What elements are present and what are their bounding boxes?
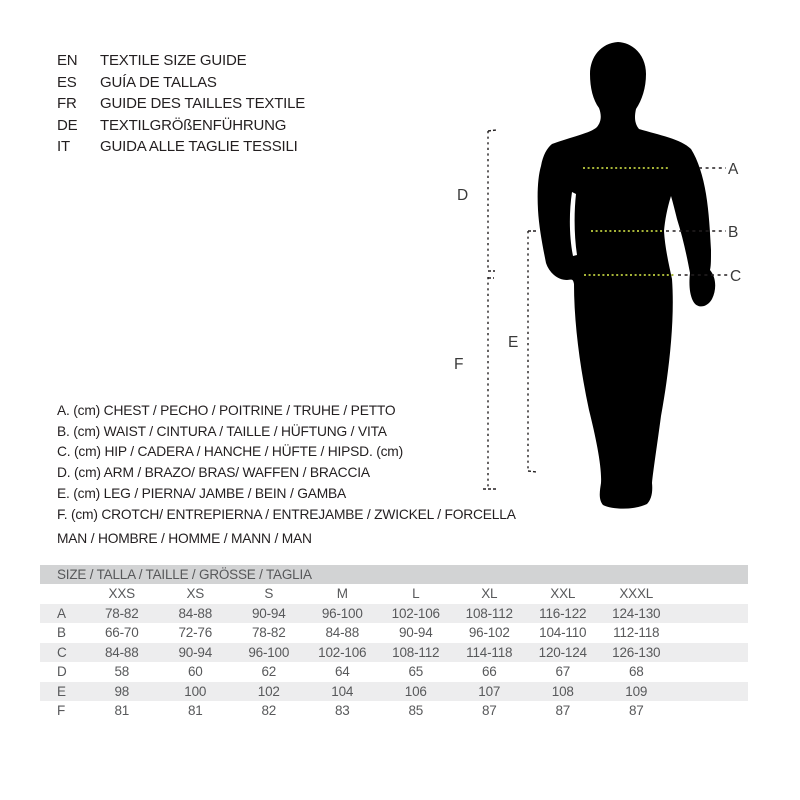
size-cell: 84-88 <box>85 643 159 663</box>
size-cell: 116-122 <box>526 604 600 624</box>
table-row-f <box>40 701 748 721</box>
size-cell: 82 <box>261 703 277 718</box>
size-cell: 64 <box>334 664 350 679</box>
size-cell-filler <box>673 662 748 682</box>
size-column-xxl: XXL <box>550 586 576 601</box>
marker-c-label: C <box>730 268 742 285</box>
size-cell: 100 <box>159 682 233 702</box>
size-columns-spacer <box>40 584 85 604</box>
row-label: F <box>57 703 66 718</box>
size-cell: 78-82 <box>251 625 286 640</box>
size-cell: 102 <box>232 682 306 702</box>
size-cell: 104-110 <box>539 625 587 640</box>
size-cell-filler <box>673 701 748 721</box>
guide-title: GUIDA ALLE TAGLIE TESSILI <box>100 138 298 155</box>
language-row-de <box>57 115 305 137</box>
size-columns-filler <box>673 584 748 604</box>
size-column-xxs: XXS <box>108 586 135 601</box>
size-cell: 98 <box>85 682 159 702</box>
marker-b-label: B <box>728 224 739 241</box>
size-cell: 87 <box>481 703 497 718</box>
size-cell-filler <box>673 643 748 663</box>
size-cell: 60 <box>187 664 203 679</box>
legend-item-leg: E. (cm) LEG / PIERNA/ JAMBE / BEIN / GAMBA <box>57 485 347 501</box>
row-label: C <box>40 643 85 663</box>
size-cell: 120-124 <box>526 643 600 663</box>
size-cell: 87 <box>628 703 644 718</box>
language-code: DE <box>57 116 78 134</box>
table-row-c <box>40 643 748 663</box>
table-row-a <box>40 604 748 624</box>
measurement-legend <box>57 401 516 525</box>
size-cell: 72-76 <box>178 625 213 640</box>
marker-e-label: E <box>508 334 519 351</box>
legend-item-hip: C. (cm) HIP / CADERA / HANCHE / HÜFTE / HIPSD. (cm) <box>57 444 403 460</box>
row-label: E <box>40 682 85 702</box>
leg-guide-bottom-tick <box>528 471 537 472</box>
size-cell: 104 <box>306 682 380 702</box>
size-cell: 85 <box>408 703 424 718</box>
size-cell: 84-88 <box>325 625 360 640</box>
language-row-en <box>57 50 305 72</box>
table-row-b <box>40 623 748 643</box>
language-row-it <box>57 136 305 158</box>
size-cell: 66 <box>481 664 497 679</box>
legend-item-waist: B. (cm) WAIST / CINTURA / TAILLE / HÜFTUNG / VITA <box>57 423 387 439</box>
size-cell: 102-106 <box>306 643 380 663</box>
row-label: B <box>57 625 66 640</box>
size-cell: 96-100 <box>306 604 380 624</box>
size-cell: 90-94 <box>398 625 433 640</box>
size-cell-filler <box>673 604 748 624</box>
size-cell-filler <box>673 623 748 643</box>
legend-item-arm: D. (cm) ARM / BRAZO/ BRAS/ WAFFEN / BRACCIA <box>57 465 370 481</box>
size-cell: 78-82 <box>85 604 159 624</box>
size-cell: 108-112 <box>453 604 527 624</box>
size-cell: 96-100 <box>232 643 306 663</box>
size-cell: 106 <box>379 682 453 702</box>
arm-guide-top-tick <box>488 130 496 131</box>
legend-item-chest: A. (cm) CHEST / PECHO / POITRINE / TRUHE / PETTO <box>57 403 396 418</box>
size-cell: 90-94 <box>159 643 233 663</box>
guide-title: TEXTILE SIZE GUIDE <box>100 52 247 69</box>
size-cell: 108-112 <box>379 643 453 663</box>
size-table <box>40 584 748 721</box>
size-cell: 90-94 <box>232 604 306 624</box>
size-cell: 83 <box>334 703 350 718</box>
table-row-e <box>40 682 748 702</box>
size-cell: 109 <box>600 682 674 702</box>
size-cell: 81 <box>187 703 203 718</box>
language-title-list <box>57 50 305 158</box>
size-column-m: M <box>336 586 348 601</box>
guide-title: GUÍA DE TALLAS <box>100 73 217 91</box>
language-code: IT <box>57 138 70 155</box>
size-cell: 107 <box>453 682 527 702</box>
size-cell: 126-130 <box>600 643 674 663</box>
size-cell: 112-118 <box>613 625 660 640</box>
row-label: D <box>57 664 67 679</box>
size-cell: 65 <box>408 664 424 679</box>
guide-title: GUIDE DES TAILLES TEXTILE <box>100 95 306 112</box>
language-row-fr <box>57 93 305 115</box>
size-column-xxxl: XXXL <box>619 586 654 601</box>
size-columns-row <box>40 584 748 604</box>
size-cell: 68 <box>628 664 644 679</box>
size-cell: 84-88 <box>159 604 233 624</box>
size-cell: 62 <box>261 664 277 679</box>
size-cell-filler <box>673 682 748 702</box>
size-cell: 67 <box>555 664 571 679</box>
size-cell: 96-102 <box>468 625 510 640</box>
language-code: EN <box>57 52 78 69</box>
language-code: FR <box>57 95 77 112</box>
table-row-d <box>40 662 748 682</box>
size-table-section <box>40 565 748 721</box>
language-row-es <box>57 72 305 94</box>
marker-f-label: F <box>454 356 464 373</box>
size-column-l: L <box>412 586 420 601</box>
size-cell: 87 <box>555 703 571 718</box>
guide-title: TEXTILGRÖßENFÜHRUNG <box>100 116 287 134</box>
size-column-xl: XL <box>481 586 498 601</box>
size-cell: 108 <box>526 682 600 702</box>
size-cell: 124-130 <box>600 604 674 624</box>
size-cell: 102-106 <box>379 604 453 624</box>
size-column-s: S <box>264 586 274 601</box>
gender-line: MAN / HOMBRE / HOMME / MANN / MAN <box>57 531 312 546</box>
row-label: A <box>40 604 85 624</box>
size-table-header: SIZE / TALLA / TAILLE / GRÖSSE / TAGLIA <box>40 565 748 584</box>
marker-d-label: D <box>457 187 469 204</box>
size-cell: 114-118 <box>453 643 527 663</box>
legend-item-crotch: F. (cm) CROTCH/ ENTREPIERNA / ENTREJAMBE / ZWICKEL / FORCELLA <box>57 506 516 522</box>
size-cell: 81 <box>114 703 130 718</box>
language-code: ES <box>57 73 77 91</box>
size-column-xs: XS <box>186 586 205 601</box>
size-cell: 58 <box>114 664 130 679</box>
marker-a-label: A <box>728 161 739 178</box>
size-cell: 66-70 <box>104 625 139 640</box>
